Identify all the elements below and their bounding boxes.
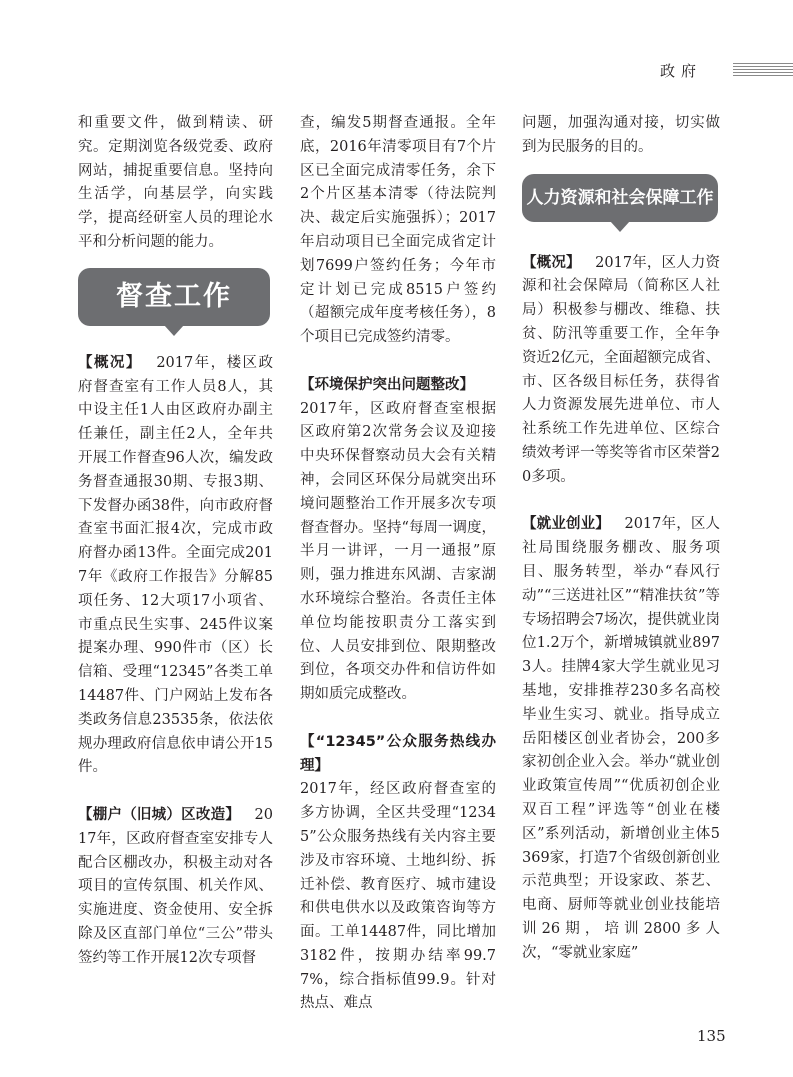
- hotline-label: 【“12345”公众服务热线办理】: [300, 733, 496, 774]
- employment-paragraph: [522, 513, 720, 965]
- environment-label: 【环境保护突出问题整改】: [300, 376, 474, 393]
- overview-paragraph: [78, 352, 273, 780]
- hotline-paragraph: [300, 731, 496, 1017]
- overview-text: 2017年，楼区政府督查室有工作人员8人，其中设主任1人由区政府办副主任兼任，副主任2人，全年共开展工作督查96人次，编发政务督查通报30期、专报3期、下发督办函38件，向市政府督查室书面汇报4次，完成市政府督办函13件。全面完成2017年《政府工作报告》分解85项任务、12大项17小项省、市重点民生实事、245件议案提案办理、990件市（区）长信箱、受理“12345”各类工单14487件、门户网站上发布各类政务信息23535条，依法依规办理政府信息依申请公开15件。: [78, 354, 274, 776]
- hr-overview-label: 【概况】: [522, 254, 581, 271]
- header-section-title: 政府: [660, 62, 703, 80]
- employment-text: 2017年，区人社局围绕服务棚改、服务项目、服务转型，举办“春风行动”“三送进社区”“精准扶贫”等专场招聘会7场次，提供就业岗位1.2万个，新增城镇就业8973人。挂牌4家大学生就业见习基地，安排推荐230多名高校毕业生实习、就业。指导成立岳阳楼区创业者协会，200多家初创企业入会。举办“就业创业政策宣传周”“优质初创企业双百工程”评选等“创业在楼区”系列活动，新增创业主体5369家，打造7个省级创新创业示范典型；开设家政、茶艺、电商、厨师等就业创业技能培训26期，培训2800多人次，“零就业家庭”: [522, 516, 721, 961]
- hotline-text: 2017年，经区政府督查室的多方协调，全区共受理“12345”公众服务热线有关内容主要涉及市容环境、土地纠纷、拆迁补偿、教育医疗、城市建设和供电供水以及政策咨询等方面。工单14487件，同比增加3182件，按期办结率99.77%，综合指标值99.9。针对热点、难点: [300, 781, 496, 1012]
- column-left: [78, 112, 273, 971]
- hr-overview-paragraph: [522, 252, 720, 490]
- shantytown-text: 2017年，区政府督查室安排专人配合区棚改办，积极主动对各项目的宣传氛围、机关作风、实施进度、资金使用、安全拆除及区直部门单位“三公”带头签约等工作开展12次专项督: [78, 806, 273, 966]
- column-right: [522, 112, 720, 966]
- continued-paragraph-right: 问题，加强沟通对接，切实做到为民服务的目的。: [522, 115, 720, 155]
- page-number: 135: [697, 1027, 726, 1045]
- header-decorative-rule: [733, 63, 793, 77]
- section-heading-supervision: 督查工作: [78, 268, 270, 326]
- section-heading-hr-social-security: 人力资源和社会保障工作: [522, 174, 718, 222]
- continued-paragraph: 查，编发5期督查通报。全年底，2016年清零项目有7个片区已全面完成清零任务，余下2个片区基本清零（待法院判决、裁定后实施强拆）；2017年启动项目已全面完成省定计划7699户签约任务；今年市定计划已完成8515户签约（超额完成年度考核任务），8个项目已完成签约清零。: [300, 115, 496, 346]
- overview-label: 【概况】: [78, 354, 142, 371]
- hr-overview-text: 2017年，区人力资源和社会保障局（简称区人社局）积极参与棚改、维稳、扶贫、防汛等重要工作，全年争资近2亿元，全面超额完成省、市、区各级目标任务，获得省人力资源发展先进单位、市人社系统工作先进单位、区综合绩效考评一等奖等省市区荣誉20多项。: [522, 254, 720, 485]
- shantytown-paragraph: [78, 804, 273, 971]
- environment-paragraph: [300, 374, 496, 707]
- shantytown-label: 【棚户（旧城）区改造】: [78, 806, 241, 823]
- environment-text: 2017年，区政府督查室根据区政府第2次常务会议及迎接中央环保督察动员大会有关精神，会同区环保分局就突出环境问题整治工作开展多次专项督查督办。坚持“每周一调度，半月一讲评，一月一通报”原则，强力推进东风湖、吉家湖水环境综合整治。各责任主体单位均能按职责分工落实到位、人员安排到位、限期整改到位，各项交办件和信访件如期如质完成整改。: [300, 400, 496, 703]
- intro-paragraph: 和重要文件，做到精读、研究。定期浏览各级党委、政府网站，捕捉重要信息。坚持向生活学，向基层学，向实践学，提高经研室人员的理论水平和分析问题的能力。: [78, 115, 273, 250]
- employment-label: 【就业创业】: [522, 516, 610, 533]
- column-middle: [300, 112, 496, 1016]
